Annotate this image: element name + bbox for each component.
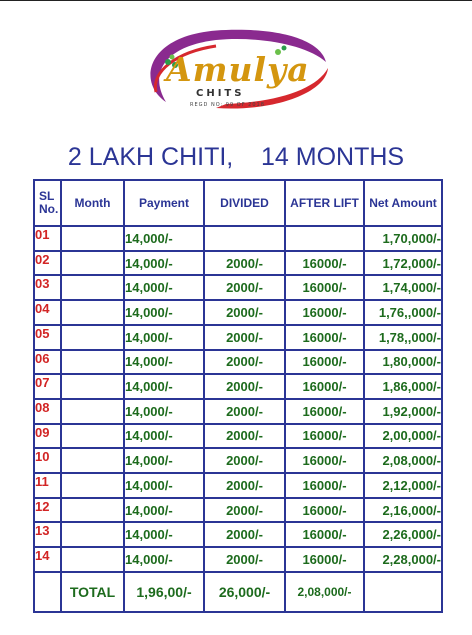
row-sl-no: 08 bbox=[34, 399, 61, 424]
row-payment: 14,000/- bbox=[124, 226, 204, 251]
row-payment: 14,000/- bbox=[124, 325, 204, 350]
row-net-amount: 1,80,000/- bbox=[364, 350, 442, 375]
row-payment: 14,000/- bbox=[124, 374, 204, 399]
table-row bbox=[34, 275, 442, 300]
row-sl-no: 14 bbox=[34, 547, 61, 572]
row-month bbox=[61, 399, 124, 424]
logo-sub-text: CHITS bbox=[196, 88, 245, 99]
table-row bbox=[34, 374, 442, 399]
table-row bbox=[34, 547, 442, 572]
row-divided: 2000/- bbox=[204, 473, 285, 498]
table-row bbox=[34, 251, 442, 276]
top-border-line bbox=[0, 0, 472, 1]
row-divided: 2000/- bbox=[204, 424, 285, 449]
row-month bbox=[61, 498, 124, 523]
table-header-row bbox=[34, 180, 442, 226]
row-after-lift: 16000/- bbox=[285, 547, 364, 572]
logo-registration-text: REGD NO: 99 OF 2018 bbox=[190, 102, 265, 108]
total-divided: 26,000/- bbox=[204, 572, 285, 612]
row-after-lift bbox=[285, 226, 364, 251]
row-divided: 2000/- bbox=[204, 448, 285, 473]
amulya-chits-logo bbox=[136, 22, 332, 114]
row-payment: 14,000/- bbox=[124, 251, 204, 276]
row-month bbox=[61, 547, 124, 572]
row-month bbox=[61, 275, 124, 300]
row-month bbox=[61, 226, 124, 251]
total-row bbox=[34, 572, 442, 612]
row-net-amount: 1,72,000/- bbox=[364, 251, 442, 276]
row-after-lift: 16000/- bbox=[285, 399, 364, 424]
header-sl-no: SL No. bbox=[34, 180, 61, 226]
logo-brand-text: Amulya bbox=[166, 50, 310, 89]
page-title: 2 LAKH CHITI, 14 MONTHS bbox=[67, 143, 405, 171]
row-net-amount: 2,26,000/- bbox=[364, 522, 442, 547]
row-divided: 2000/- bbox=[204, 325, 285, 350]
row-sl-no: 01 bbox=[34, 226, 61, 251]
row-month bbox=[61, 325, 124, 350]
total-after-lift: 2,08,000/- bbox=[285, 572, 364, 612]
row-net-amount: 2,12,000/- bbox=[364, 473, 442, 498]
row-month bbox=[61, 300, 124, 325]
row-sl-no: 13 bbox=[34, 522, 61, 547]
row-after-lift: 16000/- bbox=[285, 473, 364, 498]
header-divided: DIVIDED bbox=[204, 180, 285, 226]
row-divided: 2000/- bbox=[204, 300, 285, 325]
table-row bbox=[34, 448, 442, 473]
row-net-amount: 2,28,000/- bbox=[364, 547, 442, 572]
total-net-amount bbox=[364, 572, 442, 612]
row-after-lift: 16000/- bbox=[285, 374, 364, 399]
table-row bbox=[34, 226, 442, 251]
row-divided: 2000/- bbox=[204, 498, 285, 523]
row-payment: 14,000/- bbox=[124, 350, 204, 375]
row-month bbox=[61, 522, 124, 547]
total-sl-cell bbox=[34, 572, 61, 612]
header-payment: Payment bbox=[124, 180, 204, 226]
header-month: Month bbox=[61, 180, 124, 226]
row-sl-no: 02 bbox=[34, 251, 61, 276]
chit-schedule-table bbox=[33, 179, 443, 613]
row-sl-no: 03 bbox=[34, 275, 61, 300]
table-row bbox=[34, 325, 442, 350]
row-payment: 14,000/- bbox=[124, 424, 204, 449]
table-row bbox=[34, 498, 442, 523]
table-row bbox=[34, 350, 442, 375]
row-divided bbox=[204, 226, 285, 251]
table-row bbox=[34, 424, 442, 449]
row-sl-no: 07 bbox=[34, 374, 61, 399]
row-sl-no: 04 bbox=[34, 300, 61, 325]
header-net-amount: Net Amount bbox=[364, 180, 442, 226]
row-net-amount: 1,76,,000/- bbox=[364, 300, 442, 325]
row-payment: 14,000/- bbox=[124, 399, 204, 424]
row-payment: 14,000/- bbox=[124, 498, 204, 523]
row-after-lift: 16000/- bbox=[285, 251, 364, 276]
row-payment: 14,000/- bbox=[124, 547, 204, 572]
row-payment: 14,000/- bbox=[124, 522, 204, 547]
row-after-lift: 16000/- bbox=[285, 522, 364, 547]
row-divided: 2000/- bbox=[204, 374, 285, 399]
row-after-lift: 16000/- bbox=[285, 275, 364, 300]
row-divided: 2000/- bbox=[204, 350, 285, 375]
row-payment: 14,000/- bbox=[124, 473, 204, 498]
row-month bbox=[61, 251, 124, 276]
row-after-lift: 16000/- bbox=[285, 300, 364, 325]
row-after-lift: 16000/- bbox=[285, 350, 364, 375]
row-net-amount: 1,74,000/- bbox=[364, 275, 442, 300]
row-divided: 2000/- bbox=[204, 275, 285, 300]
table-row bbox=[34, 300, 442, 325]
row-net-amount: 2,00,000/- bbox=[364, 424, 442, 449]
row-sl-no: 12 bbox=[34, 498, 61, 523]
row-net-amount: 1,86,000/- bbox=[364, 374, 442, 399]
row-net-amount: 2,08,000/- bbox=[364, 448, 442, 473]
header-after-lift: AFTER LIFT bbox=[285, 180, 364, 226]
row-divided: 2000/- bbox=[204, 399, 285, 424]
row-month bbox=[61, 424, 124, 449]
row-payment: 14,000/- bbox=[124, 300, 204, 325]
row-sl-no: 05 bbox=[34, 325, 61, 350]
row-after-lift: 16000/- bbox=[285, 325, 364, 350]
total-payment: 1,96,00/- bbox=[124, 572, 204, 612]
row-after-lift: 16000/- bbox=[285, 498, 364, 523]
row-sl-no: 09 bbox=[34, 424, 61, 449]
row-payment: 14,000/- bbox=[124, 275, 204, 300]
row-sl-no: 10 bbox=[34, 448, 61, 473]
row-sl-no: 06 bbox=[34, 350, 61, 375]
row-after-lift: 16000/- bbox=[285, 448, 364, 473]
row-month bbox=[61, 473, 124, 498]
row-month bbox=[61, 350, 124, 375]
table-row bbox=[34, 522, 442, 547]
row-after-lift: 16000/- bbox=[285, 424, 364, 449]
row-net-amount: 1,92,000/- bbox=[364, 399, 442, 424]
row-month bbox=[61, 374, 124, 399]
row-payment: 14,000/- bbox=[124, 448, 204, 473]
table-row bbox=[34, 399, 442, 424]
row-net-amount: 2,16,000/- bbox=[364, 498, 442, 523]
row-divided: 2000/- bbox=[204, 522, 285, 547]
row-net-amount: 1,78,,000/- bbox=[364, 325, 442, 350]
row-divided: 2000/- bbox=[204, 547, 285, 572]
row-sl-no: 11 bbox=[34, 473, 61, 498]
row-divided: 2000/- bbox=[204, 251, 285, 276]
table-row bbox=[34, 473, 442, 498]
row-month bbox=[61, 448, 124, 473]
row-net-amount: 1,70,000/- bbox=[364, 226, 442, 251]
total-label: TOTAL bbox=[61, 572, 124, 612]
